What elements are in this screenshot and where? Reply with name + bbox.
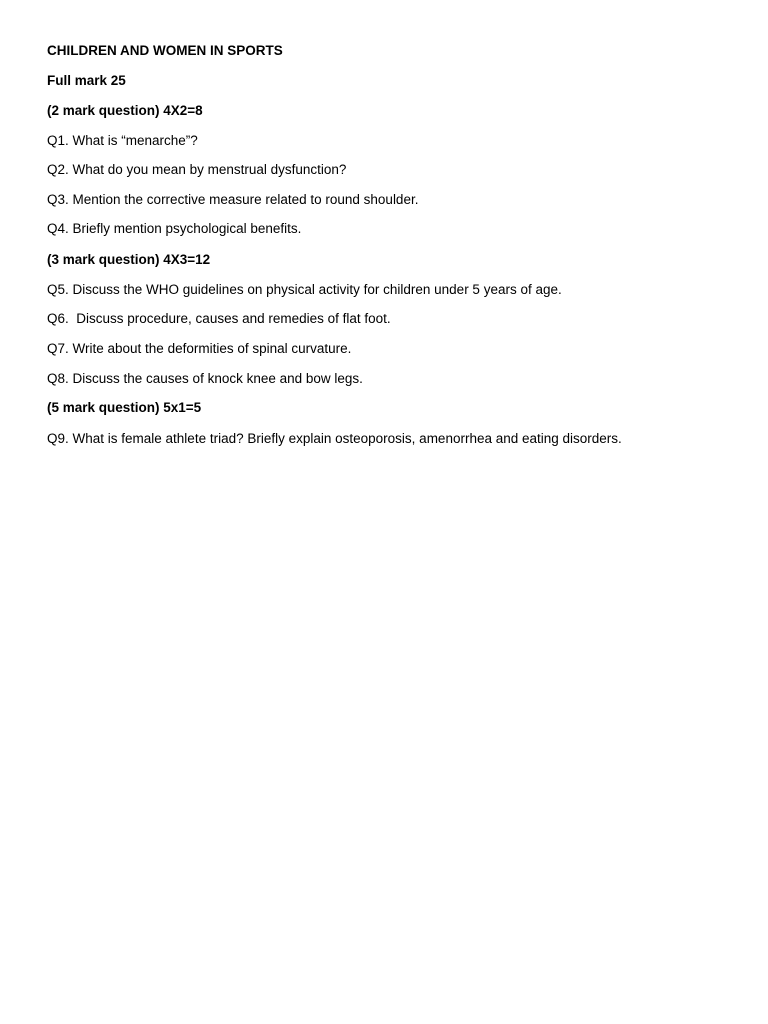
- full-mark: Full mark 25: [47, 73, 126, 88]
- question-item: Q1. What is “menarche”?: [47, 133, 198, 148]
- question-item: Q7. Write about the deformities of spinal curvature.: [47, 341, 352, 356]
- section-heading: (2 mark question) 4X2=8: [47, 103, 203, 118]
- question-item: Q5. Discuss the WHO guidelines on physical activity for children under 5 years of age.: [47, 282, 562, 297]
- question-item: Q8. Discuss the causes of knock knee and bow legs.: [47, 371, 363, 386]
- question-item: Q9. What is female athlete triad? Briefly explain osteoporosis, amenorrhea and eating disorders.: [47, 431, 622, 446]
- section-heading: (3 mark question) 4X3=12: [47, 252, 211, 267]
- question-item: Q6. Discuss procedure, causes and remedies of flat foot.: [47, 311, 391, 326]
- question-item: Q2. What do you mean by menstrual dysfunction?: [47, 162, 347, 177]
- question-item: Q3. Mention the corrective measure related to round shoulder.: [47, 192, 419, 207]
- question-item: Q4. Briefly mention psychological benefits.: [47, 221, 302, 236]
- document-title: CHILDREN AND WOMEN IN SPORTS: [47, 43, 283, 58]
- section-heading: (5 mark question) 5x1=5: [47, 400, 202, 415]
